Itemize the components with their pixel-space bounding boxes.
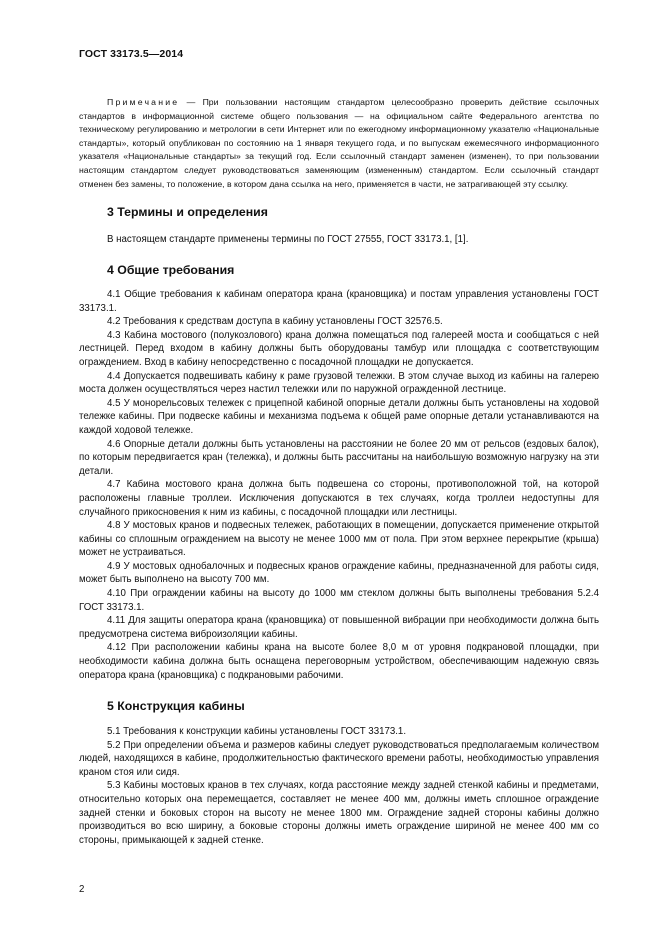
- paragraph: 4.11 Для защиты оператора крана (крановщика) от повышенной вибрации при необходимости должна быть предусмотрена система виброизоляции кабины.: [79, 615, 599, 640]
- section-4-heading: 4 Общие требования: [107, 263, 235, 277]
- paragraph: 4.3 Кабина мостового (полукозлового) крана должна помещаться под галереей моста и сообщаться с ней лестницей. Перед входом в кабину должны быть оборудованы тамбур или площадка с соответствующим ограждением. Вход в кабину непосредственно с посадочной площадки не допускается.: [79, 329, 599, 368]
- section-4-body: [79, 288, 599, 682]
- paragraph: 4.8 У мостовых кранов и подвесных тележек, работающих в помещении, допускается применение открытой кабины со сплошным ограждением на высоту не менее 1000 мм от пола. При этом верхнее перекрытие (крыша) может не устраиваться.: [79, 520, 599, 559]
- paragraph: 4.10 При ограждении кабины на высоту до 1000 мм стеклом должны быть выполнены требования 5.2.4 ГОСТ 33173.1.: [79, 588, 599, 613]
- document-code-header: ГОСТ 33173.5—2014: [79, 48, 184, 60]
- paragraph: 4.6 Опорные детали должны быть установлены на расстоянии не более 20 мм от рельсов (ездовых балок), по которым передвигается кран (тележка), и должны быть рассчитаны на наибольшую возможную нагрузку на эти детали.: [79, 438, 599, 477]
- paragraph: 4.4 Допускается подвешивать кабину к раме грузовой тележки. В этом случае выход из кабины на галерею моста должен осуществляться через настил тележки или по наружной огражденной лестнице.: [79, 370, 599, 396]
- section-3-heading: 3 Термины и определения: [107, 205, 268, 219]
- paragraph: В настоящем стандарте применены термины по ГОСТ 27555, ГОСТ 33173.1, [1].: [107, 234, 469, 245]
- note-text: — При пользовании настоящим стандартом целесообразно проверить действие ссылочных стандартов в информационной системе общего пользования — на официальном сайте Федерального агентства по техническому регулированию и метрологии в сети Интернет или по ежегодному информационному указателю «Национальные стандарты», который опубликован по состоянию на 1 января текущего года, и по выпускам ежемесячного информационного указателя «Национальные стандарты» за текущий год. Если ссылочный стандарт заменен (изменен), то при пользовании настоящим стандартом следует руководствоваться заменяющим (измененным) стандартом. Если ссылочный стандарт отменен без замены, то положение, в котором дана ссылка на него, применяется в части, не затрагивающей эту ссылку.: [79, 97, 599, 189]
- paragraph: 5.1 Требования к конструкции кабины установлены ГОСТ 33173.1.: [107, 726, 407, 737]
- paragraph: 5.3 Кабины мостовых кранов в тех случаях, когда расстояние между задней стенкой кабины и предметами, относительно которых она перемещается, составляет не менее 400 мм, должны иметь сплошное ограждение задней стенки и боковых сторон на высоту не менее 1800 мм. Ограждение задней стороны кабины должно производиться во всю ширину, а боковые стороны должны иметь ограждение шириной не менее 400 мм со стороны, примыкающей к задней стенке.: [79, 780, 599, 846]
- paragraph: 4.12 При расположении кабины крана на высоте более 8,0 м от уровня подкрановой площадки, при необходимости кабина должна быть оснащена переговорным устройством, обеспечивающим надежную связь оператора крана (крановщика) с подкрановыми рабочими.: [79, 642, 599, 681]
- note-lead: Примечание: [107, 97, 180, 107]
- paragraph: 4.1 Общие требования к кабинам оператора крана (крановщика) и постам управления установлены ГОСТ 33173.1.: [79, 289, 599, 314]
- paragraph: 4.9 У мостовых однобалочных и подвесных кранов ограждение кабины, предназначенной для работы сидя, может быть выполнено на высоту 700 мм.: [79, 560, 599, 586]
- reference-note: [79, 96, 599, 191]
- page-number: 2: [79, 884, 85, 895]
- section-5-heading: 5 Конструкция кабины: [107, 699, 245, 713]
- paragraph: 4.7 Кабина мостового крана должна быть подвешена со стороны, противоположной той, на которой расположены главные троллеи. Исключения допускаются в тех случаях, когда троллеи недоступны для случайного прикосновения к ним из кабины, с посадочной площадки или лестницы.: [79, 479, 599, 518]
- paragraph: 4.5 У монорельсовых тележек с прицепной кабиной опорные детали должны быть установлены на ходовой тележке кабины. При подвеске кабины и механизма подъема к общей раме опорные детали устанавливаются на каждой ходовой тележке.: [79, 397, 599, 436]
- paragraph: 5.2 При определении объема и размеров кабины следует руководствоваться предполагаемым количеством людей, находящихся в кабине, продолжительностью фактического времени работы, необходимостью управления краном стоя или сидя.: [79, 739, 599, 778]
- section-3-body: [79, 233, 599, 247]
- paragraph: 4.2 Требования к средствам доступа в кабину установлены ГОСТ 32576.5.: [107, 316, 443, 328]
- section-5-body: [79, 725, 599, 847]
